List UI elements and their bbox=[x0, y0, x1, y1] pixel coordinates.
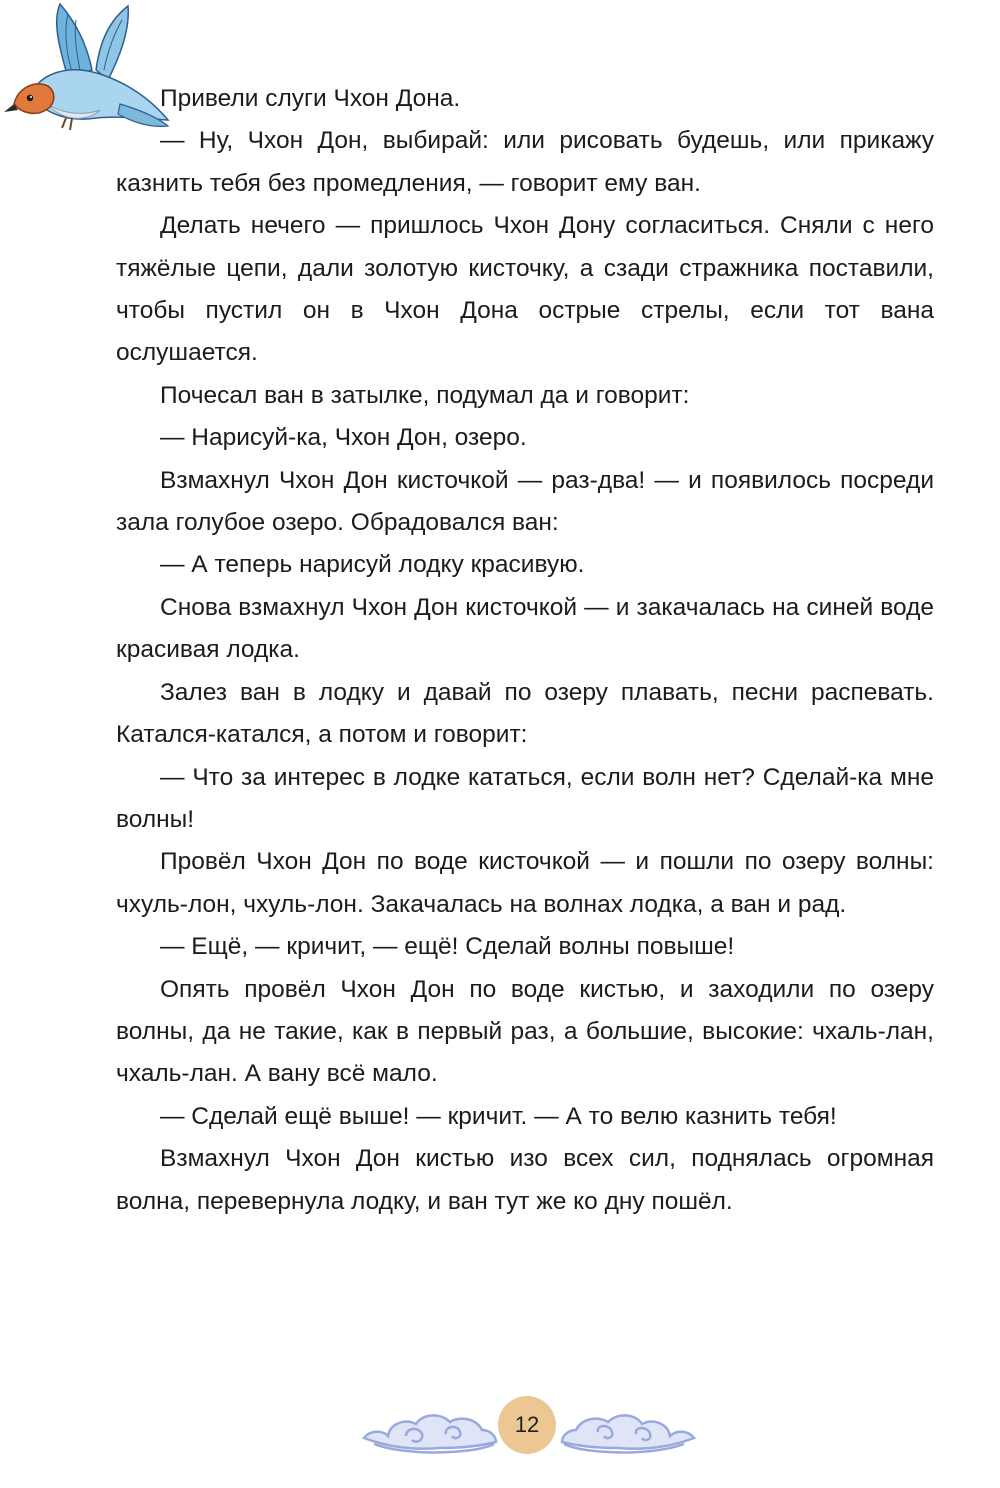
paragraph: Взмахнул Чхон Дон кисточкой — раз-два! — и появилось посреди зала голубое озеро. Обрадовался ван: bbox=[116, 466, 934, 537]
paragraph: Почесал ван в затылке, подумал да и говорит: bbox=[160, 381, 690, 409]
paragraph: — Что за интерес в лодке кататься, если волн нет? Сделай-ка мне волны! bbox=[116, 763, 934, 833]
paragraph: Опять провёл Чхон Дон по воде кистью, и заходили по озеру волны, да не такие, как в первый раз, а большие, высокие: чхаль-лан, чхаль-лан. А вану всё мало. bbox=[116, 975, 934, 1088]
paragraph: Привели слуги Чхон Дона. bbox=[160, 85, 461, 112]
page-number: 12 bbox=[514, 1412, 540, 1437]
paragraph: — Ну, Чхон Дон, выбирай: или рисовать будешь, или прикажу казнить тебя без промедления, — говорит ему ван. bbox=[116, 127, 934, 197]
story-text bbox=[116, 78, 934, 1223]
page-footer bbox=[360, 1390, 700, 1470]
cloud-ornament-left-icon bbox=[360, 1404, 500, 1460]
paragraph: Залез ван в лодку и давай по озеру плавать, песни распевать. Катался-катался, а потом и говорит: bbox=[116, 678, 934, 749]
paragraph: Снова взмахнул Чхон Дон кисточкой — и закачалась на синей воде красивая лодка. bbox=[116, 593, 934, 664]
paragraph: Взмахнул Чхон Дон кистью изо всех сил, поднялась огромная волна, перевернула лодку, и ван тут же ко дну пошёл. bbox=[116, 1145, 934, 1215]
paragraph: — Нарисуй-ка, Чхон Дон, озеро. bbox=[160, 424, 527, 452]
paragraph: Делать нечего — пришлось Чхон Дону согласиться. Сняли с него тяжёлые цепи, дали золотую кисточку, а сзади стражника поставили, чтобы пустил он в Чхон Дона острые стрелы, если тот вана ослушается. bbox=[116, 212, 934, 367]
paragraph: Провёл Чхон Дон по воде кисточкой — и пошли по озеру волны: чхуль-лон, чхуль-лон. Закачалась на волнах лодка, а ван и рад. bbox=[116, 848, 934, 918]
paragraph: — Сделай ещё выше! — кричит. — А то велю казнить тебя! bbox=[160, 1102, 837, 1130]
cloud-ornament-right-icon bbox=[558, 1404, 698, 1460]
paragraph: — Ещё, — кричит, — ещё! Сделай волны повыше! bbox=[160, 933, 735, 961]
paragraph: — А теперь нарисуй лодку красивую. bbox=[160, 551, 585, 579]
